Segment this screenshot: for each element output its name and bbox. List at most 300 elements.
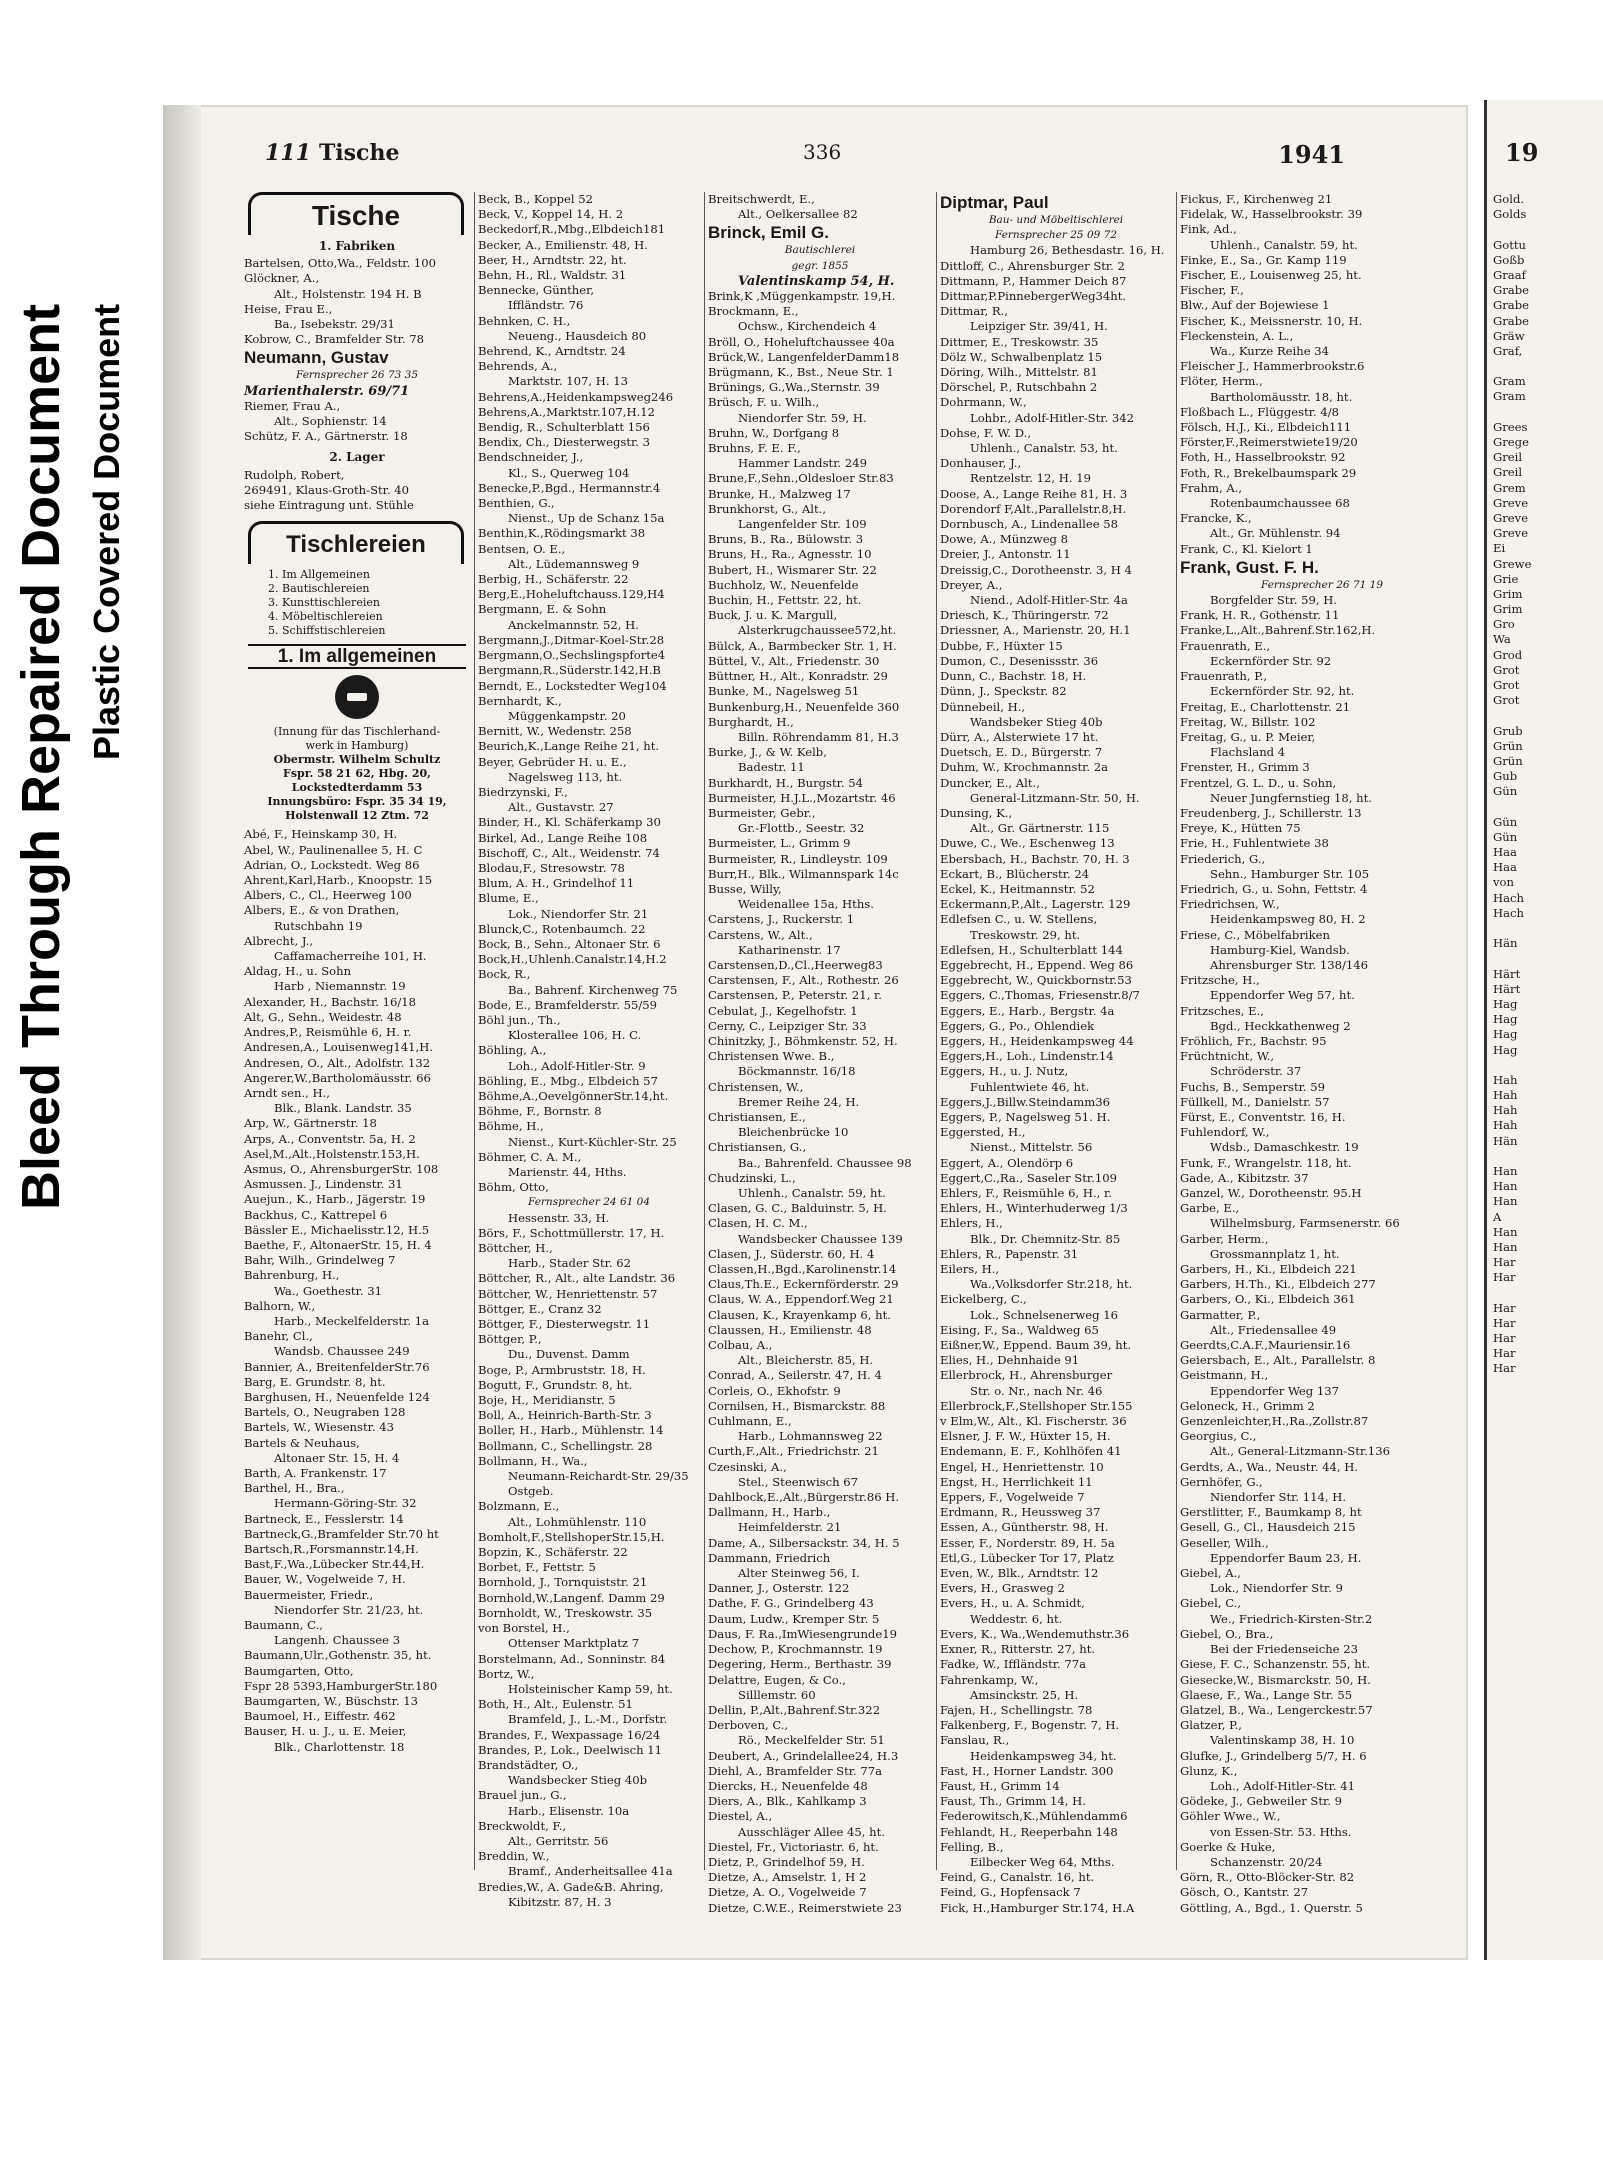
directory-entry: Göhler Wwe., W.,: [1180, 1809, 1281, 1824]
directory-entry: Neuer Jungfernstieg 18, ht.: [1210, 790, 1372, 805]
directory-entry: Conrad, A., Seilerstr. 47, H. 4: [708, 1368, 882, 1383]
directory-entry: Deubert, A., Grindelallee24, H.3: [708, 1748, 899, 1763]
directory-entry: Schröderstr. 37: [1210, 1064, 1302, 1079]
directory-entry: Eißner,W., Eppend. Baum 39, ht.: [940, 1338, 1132, 1353]
next-page-line: Grot: [1493, 678, 1520, 692]
fabriken-list: [244, 256, 470, 444]
directory-entry: Burmeister, Gebr.,: [708, 805, 816, 820]
directory-entry: Böhling, E., Mbg., Elbdeich 57: [478, 1073, 658, 1088]
directory-entry: Blum, A. H., Grindelhof 11: [478, 876, 635, 891]
directory-entry: Buchin, H., Fettstr. 22, ht.: [708, 593, 862, 608]
directory-entry: Burkhardt, H., Burgstr. 54: [708, 775, 864, 790]
directory-entry: Heidenkampsweg 34, ht.: [970, 1748, 1117, 1763]
directory-entry: Ba., Bahrenf. Kirchenweg 75: [508, 982, 678, 997]
directory-entry: Floßbach L., Flüggestr. 4/8: [1180, 404, 1340, 419]
next-page-line: Hah: [1493, 1072, 1518, 1087]
directory-entry: Alt., Oelkersallee 82: [738, 207, 858, 222]
directory-entry: Füllkell, M., Danielstr. 57: [1180, 1094, 1330, 1109]
directory-entry: Bopzin, K., Schäferstr. 22: [478, 1545, 628, 1560]
directory-entry: Benthin,K.,Rödingsmarkt 38: [478, 526, 646, 541]
directory-entry: Grossmannplatz 1, ht.: [1210, 1246, 1340, 1261]
directory-entry: Eppers, F., Vogelweide 7: [940, 1490, 1085, 1505]
directory-entry: Diehl, A., Bramfelder Str. 77a: [708, 1763, 883, 1778]
directory-entry: Frauenrath, E.,: [1180, 638, 1271, 653]
directory-entry: Giesecke,W., Bismarckstr. 50, H.: [1180, 1672, 1371, 1687]
directory-entry: Ellerbrock,F.,Stellshoper Str.155: [940, 1398, 1133, 1413]
directory-entry: Marktstr. 107, H. 13: [508, 374, 628, 389]
next-page-line: Härt: [1493, 966, 1521, 981]
directory-entry: Bartels, W., Wiesenstr. 43: [244, 1420, 395, 1435]
directory-entry: Christiansen, E.,: [708, 1109, 806, 1124]
directory-entry: Bernhardt, K.,: [478, 693, 562, 708]
header-section-number: 111: [265, 140, 311, 166]
next-page-line: Grot: [1493, 693, 1520, 708]
directory-entry: Barg, E. Grundstr. 8, ht.: [244, 1374, 386, 1389]
directory-entry: Fernsprecher 26 73 35: [295, 369, 419, 382]
directory-entry: Böttger, F., Diesterwegstr. 11: [478, 1317, 651, 1332]
directory-entry: Blodau,F., Stresowstr. 78: [478, 860, 625, 875]
directory-entry: Duhm, W., Krochmannstr. 2a: [940, 760, 1109, 775]
directory-entry: Fernsprecher 25 09 72: [994, 229, 1118, 242]
next-page-line: Gro: [1493, 617, 1515, 632]
next-page-line: Han: [1493, 1239, 1518, 1254]
directory-entry: Borgfelder Str. 59, H.: [1210, 593, 1337, 608]
directory-entry: Alt., Lohmühlenstr. 110: [508, 1514, 647, 1529]
directory-entry: Beckedorf,R.,Mbg.,Elbdeich181: [478, 222, 666, 237]
directory-entry: Breddin, W.,: [478, 1849, 550, 1864]
lager-heading: 2. Lager: [329, 450, 385, 465]
category-item: 4. Möbeltischlereien: [268, 610, 383, 624]
directory-entry: Gödeke, J., Gebweiler Str. 9: [1180, 1794, 1343, 1809]
category-item: 2. Bautischlereien: [268, 582, 370, 596]
directory-entry: Eppendorfer Weg 137: [1210, 1383, 1340, 1398]
directory-entry: Edlefsen, H., Schulterblatt 144: [940, 942, 1123, 957]
directory-entry: Iffländstr. 76: [508, 298, 584, 313]
next-page-line: Härt: [1493, 981, 1521, 996]
directory-entry: Ba., Bahrenfeld. Chaussee 98: [738, 1155, 912, 1170]
page-year: 1941: [1278, 140, 1345, 169]
directory-entry: Bremer Reihe 24, H.: [738, 1094, 860, 1109]
directory-entry: Ganzel, W., Dorotheenstr. 95.H: [1180, 1186, 1362, 1200]
directory-entry: Brüsch, F. u. Wilh.,: [708, 395, 820, 410]
directory-entry: Giebel, O., Bra.,: [1180, 1626, 1274, 1641]
next-page-line: Har: [1493, 1361, 1516, 1376]
directory-entry: Bruhns, F. E. F.,: [708, 441, 801, 456]
directory-entry: Ausschläger Allee 45, ht.: [738, 1824, 885, 1839]
directory-entry: gegr. 1855: [791, 259, 849, 272]
next-page-line: Greve: [1493, 495, 1529, 510]
directory-entry: Brügmann, K., Bst., Neue Str. 1: [708, 365, 894, 380]
directory-entry: Dittloff, C., Ahrensburger Str. 2: [940, 258, 1125, 273]
directory-entry: Wa., Goethestr. 31: [274, 1283, 382, 1298]
directory-entry: Garber, Herm.,: [1180, 1231, 1269, 1246]
directory-entry: Kobrow, C., Bramfelder Str. 78: [244, 332, 425, 347]
directory-entry: Bergmann, E. & Sohn: [478, 602, 607, 617]
directory-entry: Berndt, E., Lockstedter Weg104: [478, 678, 667, 693]
column-2: [478, 192, 700, 1909]
directory-entry: Flachsland 4: [1210, 745, 1286, 760]
directory-entry: Böttcher, R., Alt., alte Landstr. 36: [478, 1271, 676, 1286]
next-page-line: Hah: [1493, 1103, 1518, 1118]
directory-entry: Freye, K., Hütten 75: [1180, 821, 1301, 836]
directory-entry: Heidenkampsweg 80, H. 2: [1210, 912, 1366, 927]
directory-entry: Rudolph, Robert,: [244, 467, 345, 482]
directory-entry: Dorendorf F,Alt.,Parallelstr.8,H.: [940, 501, 1127, 516]
directory-entry: Uhlenh., Canalstr. 53, ht.: [970, 441, 1118, 456]
directory-entry: Asmus, O., AhrensburgerStr. 108: [244, 1161, 439, 1176]
directory-entry: Bergmann,O.,Sechslingspforte4: [478, 648, 666, 663]
directory-entry: Giebel, A.,: [1180, 1566, 1241, 1581]
directory-entry: Weidenallee 15a, Hths.: [738, 897, 874, 912]
directory-entry: Boll, A., Heinrich-Barth-Str. 3: [478, 1408, 652, 1423]
next-page-line: Hach: [1493, 905, 1524, 920]
next-page-line: Haa: [1493, 860, 1517, 875]
directory-entry: Wdsb., Damaschkestr. 19: [1210, 1140, 1359, 1155]
directory-entry: Abel, W., Paulinenallee 5, H. C: [244, 842, 423, 857]
directory-entry: Edlefsen C., u. W. Stellens,: [940, 912, 1098, 927]
directory-entry: Fuhlentwiete 46, ht.: [970, 1079, 1090, 1094]
directory-entry: Fuhlendorf, W.,: [1180, 1125, 1270, 1140]
directory-entry: Dünn, J., Speckstr. 82: [940, 684, 1067, 699]
fabriken-heading: 1. Fabriken: [318, 239, 396, 253]
page-binding-edge: [163, 105, 201, 1960]
directory-entry: Chudzinski, L.,: [708, 1170, 796, 1185]
next-page-lines: [1493, 192, 1531, 1377]
directory-entry: Dowe, A., Münzweg 8: [940, 532, 1069, 547]
directory-entry: Valentinskamp 54, H.: [738, 273, 895, 289]
directory-entry: Faust, H., Grimm 14: [940, 1778, 1060, 1793]
next-page-line: [1493, 921, 1531, 936]
column-divider: [704, 192, 705, 1870]
directory-entry: Bennecke, Günther,: [478, 283, 595, 298]
next-page-line: Graaf: [1493, 267, 1526, 282]
directory-entry: Curth,F.,Alt., Friedrichstr. 21: [708, 1444, 879, 1459]
directory-entry: Buchholz, W., Neuenfelde: [708, 577, 859, 592]
directory-entry: Müggenkampstr. 20: [508, 708, 626, 723]
directory-entry: Burke, J., & W. Kelb,: [708, 745, 827, 760]
category-item: 1. Im Allgemeinen: [268, 568, 370, 582]
directory-entry: Burghardt, H.,: [708, 714, 794, 729]
column-5: [1180, 192, 1464, 1915]
directory-entry: Christensen Wwe. B.,: [708, 1049, 835, 1064]
directory-entry: von Essen-Str. 53. Hths.: [1210, 1824, 1352, 1839]
directory-entry: Bortz, W.,: [478, 1666, 535, 1681]
directory-entry: Bässler E., Michaelisstr.12, H.5: [244, 1222, 430, 1237]
directory-entry: Kibitzstr. 87, H. 3: [508, 1894, 612, 1909]
directory-entry: Dietze, A., Amselstr. 1, H 2: [708, 1870, 867, 1885]
directory-entry: Ebersbach, H., Bachstr. 70, H. 3: [940, 851, 1130, 866]
directory-entry: Burmeister, L., Grimm 9: [708, 836, 851, 851]
directory-entry: Rotenbaumchaussee 68: [1210, 496, 1350, 511]
directory-entry: Berg,E.,Hoheluftchauss.129,H4: [478, 587, 665, 602]
directory-entry: Badestr. 11: [738, 760, 805, 775]
directory-entry: Niend., Adolf-Hitler-Str. 4a: [970, 593, 1128, 608]
next-page-line: Ei: [1493, 541, 1506, 556]
directory-entry: Geistmann, H.,: [1180, 1368, 1269, 1383]
directory-entry: Frenster, H., Grimm 3: [1180, 760, 1310, 775]
next-page-line: Hag: [1493, 1027, 1518, 1042]
next-page-line: Har: [1493, 1315, 1516, 1330]
directory-entry: Fink, Ad.,: [1180, 222, 1237, 237]
directory-entry: Neumann, Gustav: [244, 348, 389, 368]
directory-entry: Dubbe, F., Hüxter 15: [940, 638, 1063, 653]
directory-entry: Behrend, K., Arndtstr. 24: [478, 344, 626, 359]
next-page-line: Hag: [1493, 1012, 1518, 1027]
directory-entry: Albers, E., & von Drathen,: [244, 903, 400, 918]
directory-entry: Dechow, P., Krochmannstr. 19: [708, 1642, 883, 1657]
next-page-line: Han: [1493, 1194, 1518, 1209]
directory-entry: Frauenrath, P.,: [1180, 669, 1268, 684]
directory-entry: Evers, K., Wa.,Wendemuthstr.36: [940, 1626, 1130, 1641]
directory-entry: Bernitt, W., Wedenstr. 258: [478, 724, 632, 739]
directory-entry: Endemann, E. F., Kohlhöfen 41: [940, 1444, 1122, 1459]
directory-entry: Bischoff, C., Alt., Weidenstr. 74: [478, 845, 660, 860]
directory-entry: Burmeister, R., Lindleystr. 109: [708, 851, 888, 866]
directory-entry: Cerny, C., Leipziger Str. 33: [708, 1018, 867, 1033]
directory-entry: Döring, Wilh., Mittelstr. 81: [940, 365, 1098, 380]
directory-entry: Frahm, A.,: [1180, 480, 1243, 495]
directory-entry: Niendorfer Str. 59, H.: [738, 410, 867, 425]
directory-entry: siehe Eintragung unt. Stühle: [244, 498, 414, 513]
bleed-through-label: Bleed Through Repaired Document: [11, 303, 71, 1210]
directory-entry: Baumann,Ulr.,Gothenstr. 35, ht.: [244, 1648, 432, 1663]
directory-entry: Blume, E.,: [478, 891, 539, 906]
directory-entry: Goerke & Huke,: [1180, 1839, 1276, 1854]
directory-entry: Genzenleichter,H.,Ra.,Zollstr.87: [1180, 1414, 1369, 1429]
directory-entry: Alsterkrugchaussee572,ht.: [738, 623, 897, 638]
directory-entry: Friederich, G.,: [1180, 851, 1266, 866]
directory-entry: Stel., Steenwisch 67: [738, 1474, 858, 1489]
directory-entry: Böttger, E., Cranz 32: [478, 1301, 602, 1316]
next-page-line: Goßb: [1493, 252, 1525, 267]
directory-entry: Classen,H.,Bgd.,Karolinenstr.14: [708, 1262, 897, 1277]
directory-entry: Alt., Bleicherstr. 85, H.: [738, 1353, 874, 1368]
header-title: Tische: [318, 140, 400, 166]
directory-entry: Schanzenstr. 20/24: [1210, 1854, 1323, 1869]
directory-entry: Gerstlitter, F., Baumkamp 8, ht: [1180, 1505, 1362, 1520]
directory-entry: Du., Duvenst. Damm: [508, 1347, 630, 1362]
directory-entry: Bgd., Heckkathenweg 2: [1210, 1018, 1351, 1033]
next-page-line: Grim: [1493, 602, 1523, 617]
section-title: 1. Im allgemeinen: [248, 644, 466, 669]
directory-entry: Bartels, O., Neugraben 128: [244, 1405, 406, 1420]
next-page-line: [1493, 222, 1531, 237]
directory-entry: Ba., Isebekstr. 29/31: [274, 317, 395, 332]
directory-entry: Boller, H., Harb., Mühlenstr. 14: [478, 1423, 664, 1438]
next-page-line: Grewe: [1493, 556, 1532, 571]
directory-entry: Feind, G., Canalstr. 16, ht.: [940, 1870, 1095, 1885]
directory-entry: Duwe, C., We., Eschenweg 13: [940, 836, 1115, 851]
directory-entry: Berbig, H., Schäferstr. 22: [478, 572, 629, 587]
directory-entry: Elsner, J. F. W., Hüxter 15, H.: [940, 1429, 1111, 1444]
directory-entry: Fspr 28 5393,HamburgerStr.180: [244, 1678, 438, 1693]
directory-entry: Bornhold,W.,Langenf. Damm 29: [478, 1590, 665, 1605]
directory-entry: Silllemstr. 60: [738, 1687, 816, 1702]
next-page-line: Hah: [1493, 1088, 1518, 1103]
next-page-line: Graf,: [1493, 343, 1523, 358]
directory-entry: Schütz, F. A., Gärtnerstr. 18: [244, 429, 408, 444]
directory-entry: Alt, G., Sehn., Weidestr. 48: [244, 1009, 402, 1024]
directory-entry: Frank, H. R., Gothenstr. 11: [1180, 608, 1340, 623]
directory-entry: Corleis, O., Ekhofstr. 9: [708, 1383, 841, 1398]
directory-entry: Bolzmann, E.,: [478, 1499, 560, 1514]
directory-entry: Langenfelder Str. 109: [738, 517, 867, 532]
directory-entry: Weddestr. 6, ht.: [970, 1611, 1063, 1626]
directory-entry: Blk., Blank. Landstr. 35: [274, 1101, 412, 1116]
directory-entry: Bei der Friedenseiche 23: [1210, 1642, 1358, 1657]
directory-entry: Colbau, A.,: [708, 1338, 773, 1353]
directory-entry: Diestel, A.,: [708, 1809, 773, 1824]
directory-entry: Glaese, F., Wa., Lange Str. 55: [1180, 1687, 1353, 1702]
directory-entry: Driessner, A., Marienstr. 20, H.1: [940, 623, 1131, 638]
directory-entry: Evers, H., Grasweg 2: [940, 1581, 1065, 1596]
directory-entry: Hessenstr. 33, H.: [508, 1210, 610, 1225]
directory-entry: Geiersbach, E., Alt., Parallelstr. 8: [1180, 1353, 1376, 1368]
directory-entry: Breckwoldt, F.,: [478, 1818, 567, 1833]
directory-entry: Gerdts, A., Wa., Neustr. 44, H.: [1180, 1459, 1359, 1474]
next-page-line: Gün: [1493, 784, 1518, 799]
directory-entry: v Elm,W., Alt., Kl. Fischerstr. 36: [940, 1414, 1127, 1429]
next-page-line: [1493, 359, 1531, 374]
directory-entry: Balhorn, W.,: [244, 1298, 316, 1313]
directory-entry: Fleckenstein, A. L.,: [1180, 328, 1294, 343]
directory-entry: Dunn, C., Bachstr. 18, H.: [940, 669, 1087, 684]
directory-entry: Behn, H., Rl., Waldstr. 31: [478, 268, 627, 283]
next-page-line: Har: [1493, 1270, 1516, 1285]
directory-entry: Wilhelmsburg, Farmsenerstr. 66: [1210, 1216, 1400, 1231]
directory-entry: Marienthalerstr. 69/71: [244, 383, 410, 399]
directory-entry: Busse, Willy,: [708, 881, 782, 896]
directory-entry: Felling, B.,: [940, 1839, 1004, 1854]
directory-entry: Eising, F., Sa., Waldweg 65: [940, 1322, 1099, 1337]
directory-entry: Friese, C., Möbelfabriken: [1180, 927, 1330, 942]
tische-box: [248, 192, 464, 235]
directory-entry: Wa., Kurze Reihe 34: [1210, 344, 1330, 359]
directory-entry: Böhm, Otto,: [478, 1180, 549, 1195]
directory-entry: Biedrzynski, F.,: [478, 784, 568, 799]
next-page-line: Gün: [1493, 829, 1518, 844]
next-page-line: Hän: [1493, 936, 1518, 951]
directory-entry: Bramf., Anderheitsallee 41a: [508, 1864, 673, 1879]
directory-entry: Eggers, P., Nagelsweg 51. H.: [940, 1109, 1111, 1124]
lager-list: [244, 468, 470, 514]
directory-entry: Dohse, F. W. D.,: [940, 425, 1032, 440]
directory-entry: Angerer,W.,Bartholomäusstr. 66: [244, 1070, 431, 1085]
column-3: [708, 192, 932, 1915]
directory-entry: Bunke, M., Nagelsweg 51: [708, 684, 860, 699]
directory-entry: Clausen, K., Krayenkamp 6, ht.: [708, 1307, 891, 1322]
directory-entry: Niendorfer Str. 114, H.: [1210, 1490, 1347, 1505]
directory-entry: Nienst., Up de Schanz 15a: [508, 511, 665, 526]
directory-entry: Alt., Gr. Mühlenstr. 94: [1210, 526, 1341, 541]
directory-entry: Ochsw., Kirchendeich 4: [738, 319, 877, 334]
directory-entry: Langenh. Chaussee 3: [274, 1633, 401, 1648]
next-page-line: Gold.: [1493, 192, 1525, 206]
directory-entry: Leipziger Str. 39/41, H.: [970, 319, 1108, 334]
directory-entry: Rö., Meckelfelder Str. 51: [738, 1733, 885, 1748]
directory-entry: Dunsing, K.,: [940, 805, 1013, 820]
directory-entry: Dellin, P.,Alt.,Bahrenf.Str.322: [708, 1702, 881, 1717]
directory-entry: Blk., Charlottenstr. 18: [274, 1739, 405, 1754]
directory-entry: Str. o. Nr., nach Nr. 46: [970, 1383, 1103, 1398]
directory-entry: Geseller, Wilh.,: [1180, 1535, 1269, 1550]
directory-entry: Böckmannstr. 16/18: [738, 1064, 856, 1079]
directory-entry: Baumgarten, Otto,: [244, 1663, 354, 1678]
directory-entry: Asmussen. J., Lindenstr. 31: [244, 1177, 403, 1192]
directory-entry: Bleichenbrücke 10: [738, 1125, 849, 1140]
directory-entry: Bredies,W., A. Gade&B. Ahring,: [478, 1879, 664, 1894]
next-page-line: Han: [1493, 1224, 1518, 1239]
directory-entry: Heise, Frau E.,: [244, 301, 333, 316]
directory-entry: Dreyer, A.,: [940, 577, 1003, 592]
directory-entry: Foth, R., Brekelbaumspark 29: [1180, 465, 1357, 480]
directory-entry: Eggersted, H.,: [940, 1125, 1026, 1140]
directory-entry: Bau- und Möbeltischlerei: [988, 214, 1124, 226]
directory-entry: Bartholomäusstr. 18, ht.: [1210, 389, 1353, 404]
directory-entry: Delattre, Eugen, & Co.,: [708, 1672, 846, 1687]
directory-entry: Claus,Th.E., Eckernförderstr. 29: [708, 1277, 899, 1292]
directory-entry: Exner, R., Ritterstr. 27, ht.: [940, 1642, 1096, 1657]
directory-entry: Eilers, H.,: [940, 1262, 1000, 1277]
directory-entry: Fidelak, W., Hasselbrookstr. 39: [1180, 207, 1363, 222]
next-page-line: Grod: [1493, 647, 1523, 662]
directory-entry: Bahrenburg, H.,: [244, 1268, 340, 1283]
directory-entry: Barghusen, H., Neuenfelde 124: [244, 1389, 430, 1404]
directory-entry: Eggers, H., u. J. Nutz,: [940, 1064, 1069, 1079]
next-page-line: Greve: [1493, 526, 1529, 541]
directory-entry: Nagelsweg 113, ht.: [508, 769, 623, 784]
directory-entry: Asel,M.,Alt.,Holstenstr.153,H.: [244, 1146, 420, 1161]
directory-entry: Brinck, Emil G.: [708, 223, 829, 243]
directory-entry: Fleischer J., Hammerbrookstr.6: [1180, 359, 1365, 374]
directory-entry: Aldag, H., u. Sohn: [244, 964, 352, 979]
next-page-line: [1493, 800, 1531, 815]
directory-entry: Bollmann, C., Schellingstr. 28: [478, 1438, 653, 1453]
directory-entry: Beck, V., Koppel 14, H. 2: [478, 207, 624, 222]
directory-entry: Franke,L.,Alt.,Bahrenf.Str.162,H.: [1180, 623, 1376, 638]
directory-entry: Lok., Niendorfer Str. 9: [1210, 1581, 1343, 1596]
directory-entry: Giese, F. C., Schanzenstr. 55, ht.: [1180, 1657, 1371, 1672]
next-page-line: A: [1493, 1209, 1502, 1224]
directory-entry: Eggers,J.,Billw.Steindamm36: [940, 1094, 1111, 1109]
directory-entry: Altonaer Str. 15, H. 4: [274, 1450, 400, 1465]
directory-entry: Cornilsen, H., Bismarckstr. 88: [708, 1398, 886, 1413]
directory-entry: Neumann-Reichardt-Str. 29/35: [508, 1469, 689, 1484]
next-page-line: Gram: [1493, 374, 1526, 389]
directory-entry: Carstensen, P., Peterstr. 21, r.: [708, 988, 882, 1003]
directory-entry: Garbe, E.,: [1180, 1201, 1240, 1216]
directory-entry: Diptmar, Paul: [940, 193, 1049, 212]
next-page-line: Grie: [1493, 571, 1519, 586]
next-page-line: Grabe: [1493, 298, 1529, 313]
directory-entry: Gösch, O., Kantstr. 27: [1180, 1885, 1309, 1900]
next-page-line: Hag: [1493, 1042, 1518, 1057]
innung-line: Fspr. 58 21 62, Hbg. 20,: [283, 767, 431, 781]
directory-entry: Bollmann, H., Wa.,: [478, 1453, 588, 1468]
directory-entry: Bergmann,R.,Süderstr.142,H.B: [478, 663, 661, 678]
directory-entry: Treskowstr. 29, ht.: [970, 927, 1081, 942]
directory-entry: Böttcher, W., Henriettenstr. 57: [478, 1286, 658, 1301]
directory-entry: Eckernförder Str. 92, ht.: [1210, 684, 1355, 699]
directory-entry: Borstelmann, Ad., Sonninstr. 84: [478, 1651, 666, 1666]
directory-entry: Bornholdt, W., Treskowstr. 35: [478, 1605, 653, 1620]
directory-entry: Behrens,A.,Marktstr.107,H.12: [478, 404, 656, 419]
next-page-line: von: [1493, 875, 1514, 890]
directory-entry: von Borstel, H.,: [478, 1621, 570, 1636]
directory-entry: Diers, A., Blk., Kahlkamp 3: [708, 1794, 867, 1809]
next-page-line: [1493, 1286, 1531, 1301]
directory-entry: Gr.-Flottb., Seestr. 32: [738, 821, 865, 836]
